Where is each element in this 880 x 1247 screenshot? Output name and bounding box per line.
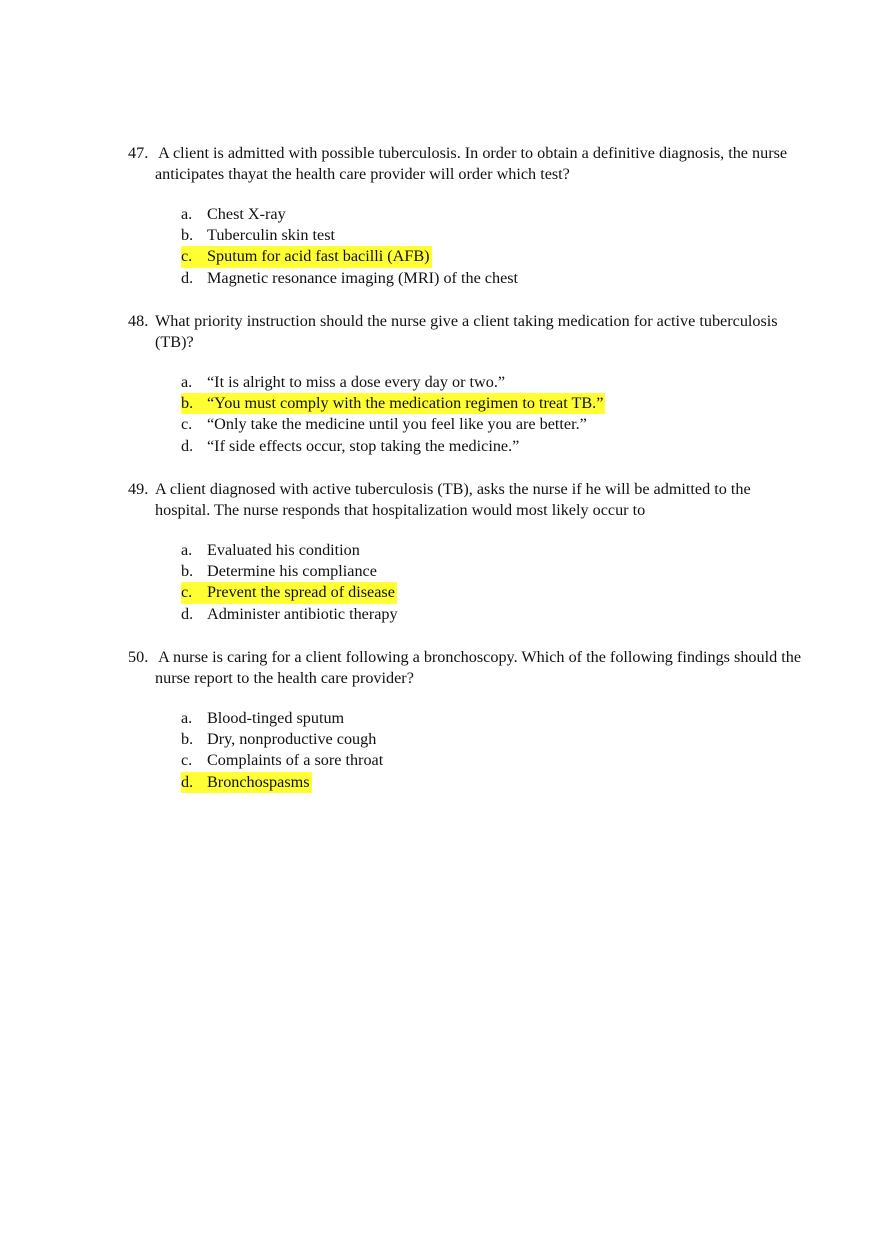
option-letter: d. <box>181 268 194 287</box>
question-48 <box>128 311 808 457</box>
option-letter: b. <box>181 226 194 245</box>
option-text: Chest X-ray <box>207 205 286 223</box>
option-text: Sputum for acid fast bacilli (AFB) <box>207 247 430 266</box>
option-letter: c. <box>181 751 193 770</box>
option-letter: a. <box>181 541 193 559</box>
option-letter: d. <box>181 604 194 623</box>
question-number: 50. <box>128 648 149 666</box>
option-a <box>181 204 808 225</box>
option-letter: c. <box>181 415 193 434</box>
option-text: Magnetic resonance imaging (MRI) of the chest <box>207 268 519 287</box>
option-a <box>181 372 808 393</box>
question-text: A nurse is caring for a client following a bronchoscopy. Which of the following findings should the nurse report to the health care provider? <box>155 648 802 687</box>
option-letter: b. <box>181 730 194 749</box>
question-stem <box>128 647 808 688</box>
option-letter: a. <box>181 709 193 727</box>
option-d <box>181 268 808 289</box>
option-d <box>181 772 808 793</box>
option-letter: a. <box>181 205 193 223</box>
option-letter: c. <box>181 583 193 602</box>
answer-options <box>128 372 808 457</box>
option-letter: a. <box>181 373 193 391</box>
answer-options <box>128 204 808 289</box>
option-text: Complaints of a sore throat <box>207 751 384 770</box>
option-c <box>181 414 808 435</box>
option-letter: b. <box>181 394 194 413</box>
option-text: “You must comply with the medication regimen to treat TB.” <box>207 394 604 413</box>
option-text: “It is alright to miss a dose every day or two.” <box>207 373 506 391</box>
question-stem <box>128 311 808 352</box>
option-a <box>181 708 808 729</box>
option-text: Dry, nonproductive cough <box>207 730 377 749</box>
option-a <box>181 540 808 561</box>
option-b <box>181 225 808 246</box>
question-number: 47. <box>128 144 149 162</box>
option-c <box>181 582 808 603</box>
option-text: Administer antibiotic therapy <box>207 604 398 623</box>
option-letter: d. <box>181 436 194 455</box>
option-d <box>181 604 808 625</box>
question-50 <box>128 647 808 793</box>
question-text: A client is admitted with possible tuberculosis. In order to obtain a definitive diagnosis, the nurse anticipates thayat the health care provider will order which test? <box>155 144 788 183</box>
option-c <box>181 246 808 267</box>
option-text: “Only take the medicine until you feel like you are better.” <box>207 415 587 434</box>
option-b <box>181 393 808 414</box>
option-d <box>181 436 808 457</box>
question-49 <box>128 479 808 625</box>
question-47 <box>128 143 808 289</box>
option-text: Tuberculin skin test <box>207 226 336 245</box>
option-letter: b. <box>181 562 194 581</box>
option-text: Evaluated his condition <box>207 541 360 559</box>
option-b <box>181 561 808 582</box>
question-number: 48. <box>128 312 149 330</box>
question-text: A client diagnosed with active tuberculosis (TB), asks the nurse if he will be admitted to the hospital. The nurse responds that hospitalization would most likely occur to <box>155 480 751 519</box>
answer-options <box>128 708 808 793</box>
option-text: Prevent the spread of disease <box>207 583 395 602</box>
answer-options <box>128 540 808 625</box>
question-number: 49. <box>128 480 149 498</box>
option-text: Bronchospasms <box>207 772 310 791</box>
option-b <box>181 729 808 750</box>
option-letter: d. <box>181 772 194 791</box>
option-text: “If side effects occur, stop taking the medicine.” <box>207 436 520 455</box>
option-text: Blood-tinged sputum <box>207 709 345 727</box>
question-stem <box>128 479 808 520</box>
option-letter: c. <box>181 247 193 266</box>
option-text: Determine his compliance <box>207 562 377 581</box>
question-text: What priority instruction should the nurse give a client taking medication for active tuberculosis (TB)? <box>155 312 778 351</box>
option-c <box>181 750 808 771</box>
question-stem <box>128 143 808 184</box>
